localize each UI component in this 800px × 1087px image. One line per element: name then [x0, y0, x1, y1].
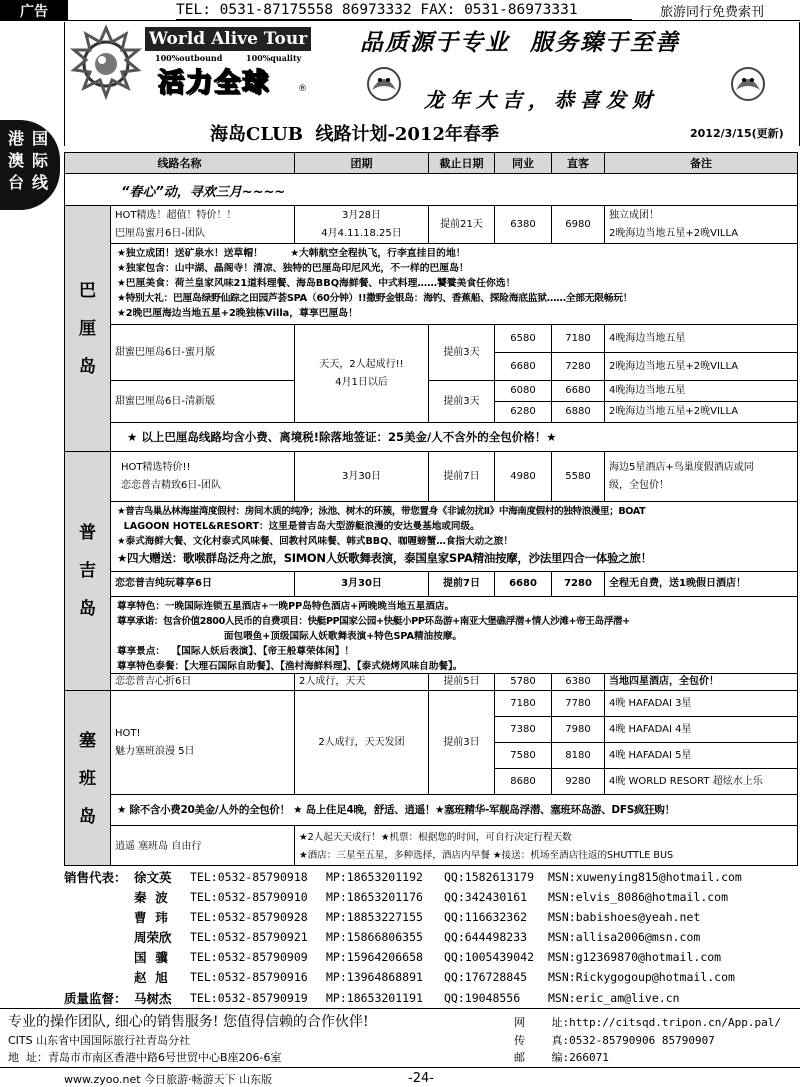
fax: 传 真:0532-85790906 85790907	[514, 1034, 715, 1047]
deadline: 提前3天	[429, 381, 495, 423]
region-char: 班	[79, 769, 96, 789]
deadline: 提前7日	[429, 452, 495, 502]
top-bar	[0, 0, 800, 21]
route-table	[64, 152, 798, 866]
trade-price: 6580	[495, 325, 552, 353]
retail-price: 6980	[552, 206, 605, 244]
remark-line: 独立成团！	[609, 209, 659, 221]
rep-qq: QQ:19048556	[444, 991, 521, 1005]
deadline: 提前21天	[429, 206, 495, 244]
remark-line: ★酒店：三星至五星，多种选择，酒店内早餐 ★接送：机场至酒店往返的SHUTTLE BUS	[299, 849, 674, 861]
note-line: LAGOON HOTEL&RESORT：这里是普吉岛大型游艇浪漫的安达曼基地或同级。	[117, 521, 480, 532]
rep-tel: TEL:0532-85790921	[190, 930, 308, 944]
note-line: 尊享景点： 【国际人妖后表演】、【帝王般尊荣体闲】！	[117, 646, 354, 657]
route-name-line: 恋恋普吉精致6日-团队	[121, 479, 221, 491]
brand-name-cn: 活力全球	[158, 68, 271, 98]
qc-label: 质量监督：	[64, 991, 127, 1006]
trade-price: 7380	[495, 717, 552, 743]
remark-line: 2晚海边当地五星+2晚VILLA	[609, 227, 739, 239]
header-cell: 直客	[552, 153, 605, 173]
remark: 4晚海边当地五星	[605, 325, 797, 353]
rep-mp: MP:15866806355	[326, 930, 423, 944]
tour-date: 2人成行，天天	[295, 674, 429, 691]
bali-footer-note: ★ 以上巴厘岛线路均含小费、离境税!除落地签证：25美金/人不含外的全包价格！★	[111, 423, 797, 452]
note-line: 面包喂鱼+顶级国际人妖歌舞表演+特色SPA精油按摩。	[117, 631, 462, 642]
note-line-big: ★四大赠送：歌喉群岛泛舟之旅，SIMON人妖歌舞表演，泰国皇家SPA精油按摩，沙法里四合一体验之旅！	[117, 551, 652, 565]
rep-name: 马树杰	[134, 991, 172, 1006]
side-char: 澳	[7, 151, 24, 170]
rep-tel: TEL:0532-85790918	[190, 870, 308, 884]
region-phuket	[65, 452, 111, 691]
route-name-line: 巴厘岛蜜月6日-团队	[115, 227, 205, 239]
retail-price: 6880	[552, 402, 605, 423]
brand-sub1: 100%outbound	[155, 53, 223, 63]
ad-label: 广告	[0, 0, 68, 21]
remark	[605, 206, 797, 244]
remark: 当地四星酒店，全包价！	[605, 674, 797, 691]
sales-label: 销售代表：	[64, 870, 127, 885]
note-line: ★普吉鸟巢丛林海崖湾度假村：房间木质的纯净；泳池、树木的环簇，带您置身《非诚勿扰Ⅱ》中海南度假村的独特浪漫里；BOAT	[117, 506, 646, 517]
region-char: 岛	[79, 807, 96, 827]
rep-msn: MSN:eric_am@live.cn	[548, 991, 680, 1005]
route-name: 甜蜜巴厘岛6日-蜜月版	[111, 325, 295, 381]
rep-tel: TEL:0532-85790916	[190, 970, 308, 984]
rep-mp: MP:18653201176	[326, 890, 423, 904]
remark: 2晚海边当地五星+2晚VILLA	[605, 353, 797, 381]
rep-mp: MP:18653201191	[326, 991, 423, 1005]
rep-msn: MSN:g12369870@hotmail.com	[548, 950, 722, 964]
route-name: 甜蜜巴厘岛6日-清新版	[111, 381, 295, 423]
trade-price: 6080	[495, 381, 552, 402]
remark	[605, 452, 797, 502]
trade-price: 8680	[495, 769, 552, 795]
note-line: ★2晚巴厘海边当地五星+2晚独栋Villa，尊享巴厘岛！	[117, 308, 358, 319]
rep-qq: QQ:644498233	[444, 930, 528, 944]
rep-name: 周荣欣	[134, 930, 172, 945]
rep-mp: MP:18853227155	[326, 910, 423, 924]
remark-line: 级，全包价！	[609, 479, 669, 491]
note-line: ★巴厘美食：荷兰皇家风味21道料理餐、海岛BBQ海鲜餐、中式料理……饕餮美食任你选！	[117, 278, 516, 289]
rep-mp: MP:18653201192	[326, 870, 423, 884]
trade-price: 5780	[495, 674, 552, 691]
route-notes	[111, 244, 797, 325]
quality-row	[64, 988, 800, 1008]
note-line: 尊享承诺：包含价值2800人民币的自费项目：快艇PP国家公园+快艇小PP环岛游+南亚大堡礁浮潜+情人沙滩+帝王岛浮潜+	[117, 616, 630, 627]
rep-msn: MSN:Rickygogoup@hotmail.com	[548, 970, 735, 984]
region-char: 岛	[79, 599, 96, 619]
retail-price: 6380	[552, 674, 605, 691]
tour-date	[295, 325, 429, 423]
sales-rep-row	[64, 927, 800, 947]
tour-date: 3月30日	[295, 452, 429, 502]
sales-rep-row	[64, 867, 800, 887]
sales-rep-row	[64, 967, 800, 987]
rep-msn: MSN:allisa2006@msn.com	[548, 930, 701, 944]
route-name	[111, 691, 295, 795]
note-line: 尊享特色：一晚国际连锁五星酒店+一晚PP岛特色酒店+两晚晚当地五星酒店。	[117, 601, 455, 612]
retail-price: 7980	[552, 717, 605, 743]
rep-mp: MP:15964206658	[326, 950, 423, 964]
retail-price: 8180	[552, 743, 605, 769]
registered-mark: ®	[298, 84, 307, 94]
remark: 2晚海边当地五星+2晚VILLA	[605, 402, 797, 423]
rep-name: 徐文英	[134, 870, 172, 885]
footer-slogan: 专业的操作团队, 细心的销售服务! 您值得信赖的合作伙伴!	[8, 1014, 369, 1030]
route-name	[111, 452, 295, 502]
company-name: CITS 山东省中国国际旅行社青岛分社	[8, 1034, 191, 1047]
date-line: 4月1日以后	[335, 376, 388, 388]
route-name	[111, 206, 295, 244]
rep-msn: MSN:babishoes@yeah.net	[548, 910, 701, 924]
tour-date: 2人成行，天天发团	[295, 691, 429, 795]
side-char: 线	[31, 173, 48, 192]
tour-date: 3月30日	[295, 572, 429, 597]
header-cell: 线路名称	[65, 153, 295, 173]
greeting: 龙年大吉，恭喜发财	[424, 88, 658, 112]
theme-banner: “春心”动，寻欢三月~~~~	[65, 175, 797, 206]
saipan-note: ★ 除不含小费20美金/人外的全包价！ ★ 岛上住足4晚，舒适、逍遥！★塞班精华-军舰岛浮潜、塞班环岛游、DFS疯狂购！	[111, 795, 797, 826]
route-name: 恋恋普吉纯玩尊享6日	[111, 572, 295, 597]
retail-price: 7280	[552, 572, 605, 597]
trade-price: 7180	[495, 691, 552, 717]
route-notes	[111, 597, 797, 674]
retail-price: 7180	[552, 325, 605, 353]
brand-name-en: World Alive Tour	[145, 27, 311, 51]
retail-price: 7780	[552, 691, 605, 717]
date-line: 4月4.11.18.25日	[321, 227, 402, 239]
rep-name: 赵 旭	[134, 970, 168, 985]
remark: 全程无自费，送1晚假日酒店！	[605, 572, 797, 597]
retail-price: 9280	[552, 769, 605, 795]
side-char: 国	[31, 129, 48, 148]
region-char: 厘	[79, 318, 96, 339]
route-notes	[111, 502, 797, 572]
tour-date	[295, 206, 429, 244]
note-line: ★独立成团！送矿泉水！送草帽！ ★大韩航空全程执飞，行李直挂目的地！	[117, 248, 466, 259]
rep-tel: TEL:0532-85790928	[190, 910, 308, 924]
side-char: 台	[7, 173, 24, 192]
retail-price: 7280	[552, 353, 605, 381]
page-title: 海岛CLUB 线路计划-2012年春季	[210, 124, 500, 145]
rep-qq: QQ:176728845	[444, 970, 528, 984]
table-header	[65, 153, 797, 174]
side-tab	[0, 120, 60, 210]
rep-tel: TEL:0532-85790910	[190, 890, 308, 904]
rep-name: 曹 玮	[134, 910, 168, 925]
note-line: ★泰式海鲜大餐、文化村泰式风味餐、回教村风味餐、韩式BBQ、咖喱螃蟹…食指大动之旅！	[117, 536, 513, 547]
route-name-line: HOT!	[115, 727, 141, 739]
region-char: 吉	[79, 561, 96, 581]
dragon-left-icon	[364, 64, 404, 104]
rep-name: 国 骥	[134, 950, 168, 965]
trade-price: 4980	[495, 452, 552, 502]
retail-price: 5580	[552, 452, 605, 502]
remark: 4晚 HAFADAI 3星	[605, 691, 797, 717]
sales-rep-row	[64, 907, 800, 927]
top-right-text: 旅游同行免费索刊	[660, 5, 765, 20]
route-name: 逍遥 塞班岛 自由行	[111, 826, 295, 866]
rep-tel: TEL:0532-85790909	[190, 950, 308, 964]
remark	[295, 826, 797, 866]
date-line: 天天，2人起成行!!	[319, 358, 404, 370]
page-number: -24-	[408, 1071, 434, 1086]
remark-line: 海边5星酒店+鸟巢度假酒店或同	[609, 461, 754, 473]
note-line: ★独家包含：山中湖、晶阁寺！清凉、独特的巴厘岛印尼风光，不一样的巴厘岛！	[117, 263, 469, 274]
region-bali	[65, 206, 111, 452]
trade-price: 7580	[495, 743, 552, 769]
brand-sub2: 100%quality	[246, 53, 302, 63]
brand-logo-icon	[68, 24, 144, 100]
note-line: ★特别大礼：巴厘岛绿野仙踪之田园芦荟SPA（60分钟）!!撒野金银岛：海钓、香蕉船、探险海底监狱……全部无限畅玩！	[117, 293, 633, 304]
remark: 4晚 WORLD RESORT 超炫水上乐	[605, 769, 797, 795]
note-line: 尊享特色泰餐：【大理石国际自助餐】、【渔村海鲜料理】、【泰式烧烤风味自助餐】。	[117, 661, 463, 672]
route-name-line: 魅力塞班浪漫 5日	[115, 745, 195, 757]
region-char: 普	[79, 523, 96, 543]
rep-msn: MSN:xuwenying815@hotmail.com	[548, 870, 742, 884]
remark: 4晚海边当地五星	[605, 381, 797, 402]
region-char: 巴	[79, 280, 96, 301]
header-cell: 同业	[495, 153, 552, 173]
bottom-site: www.zyoo.net 今日旅游·畅游天下 山东版	[64, 1071, 272, 1087]
header-cell: 备注	[690, 157, 712, 170]
rep-name: 秦 波	[134, 890, 168, 905]
trade-price: 6380	[495, 206, 552, 244]
remark: 4晚 HAFADAI 4星	[605, 717, 797, 743]
website: 网 址:http://citsqd.tripon.cn/App.pal/	[514, 1016, 782, 1029]
rep-qq: QQ:342430161	[444, 890, 528, 904]
deadline: 提前3天	[429, 325, 495, 381]
region-char: 塞	[79, 731, 96, 751]
update-date: 2012/3/15(更新)	[690, 127, 784, 140]
deadline: 提前7日	[429, 572, 495, 597]
rep-tel: TEL:0532-85790919	[190, 991, 308, 1005]
header-cell: 团期	[295, 153, 429, 173]
dragon-right-icon	[728, 64, 768, 104]
rep-qq: QQ:116632362	[444, 910, 528, 924]
retail-price: 6680	[552, 381, 605, 402]
contact-line: TEL: 0531-87175558 86973332 FAX: 0531-86973331	[176, 0, 632, 21]
side-char: 港	[7, 129, 24, 148]
region-char: 岛	[79, 356, 96, 377]
date-line: 3月28日	[341, 209, 382, 221]
remark-line: ★2人起天天成行！★机票：根据您的时间，可自行决定行程天数	[299, 831, 572, 843]
deadline: 提前5日	[429, 674, 495, 691]
trade-price: 6680	[495, 353, 552, 381]
zipcode: 邮 编:266071	[514, 1051, 609, 1064]
rep-qq: QQ:1005439042	[444, 950, 535, 964]
route-name-line: HOT精选！超值！特价！！	[115, 209, 237, 221]
remark: 4晚 HAFADAI 5星	[605, 743, 797, 769]
trade-price: 6680	[495, 572, 552, 597]
sales-rep-row	[64, 887, 800, 907]
route-name-line: HOT精选特价!!	[121, 461, 191, 473]
rep-msn: MSN:elvis_8086@hotmail.com	[548, 890, 729, 904]
region-saipan	[65, 691, 111, 866]
rep-qq: QQ:1582613179	[444, 870, 535, 884]
side-char: 际	[31, 151, 48, 170]
header-cell: 截止日期	[429, 153, 495, 173]
route-name: 恋恋普吉心折6日	[111, 674, 295, 691]
company-address: 地 址：青岛市市南区香港中路6号世贸中心B座206-6室	[8, 1051, 282, 1064]
trade-price: 6280	[495, 402, 552, 423]
deadline: 提前3日	[429, 691, 495, 795]
rep-mp: MP:13964868891	[326, 970, 423, 984]
sales-rep-row	[64, 947, 800, 967]
slogan: 品质源于专业 服务臻于至善	[360, 30, 681, 56]
